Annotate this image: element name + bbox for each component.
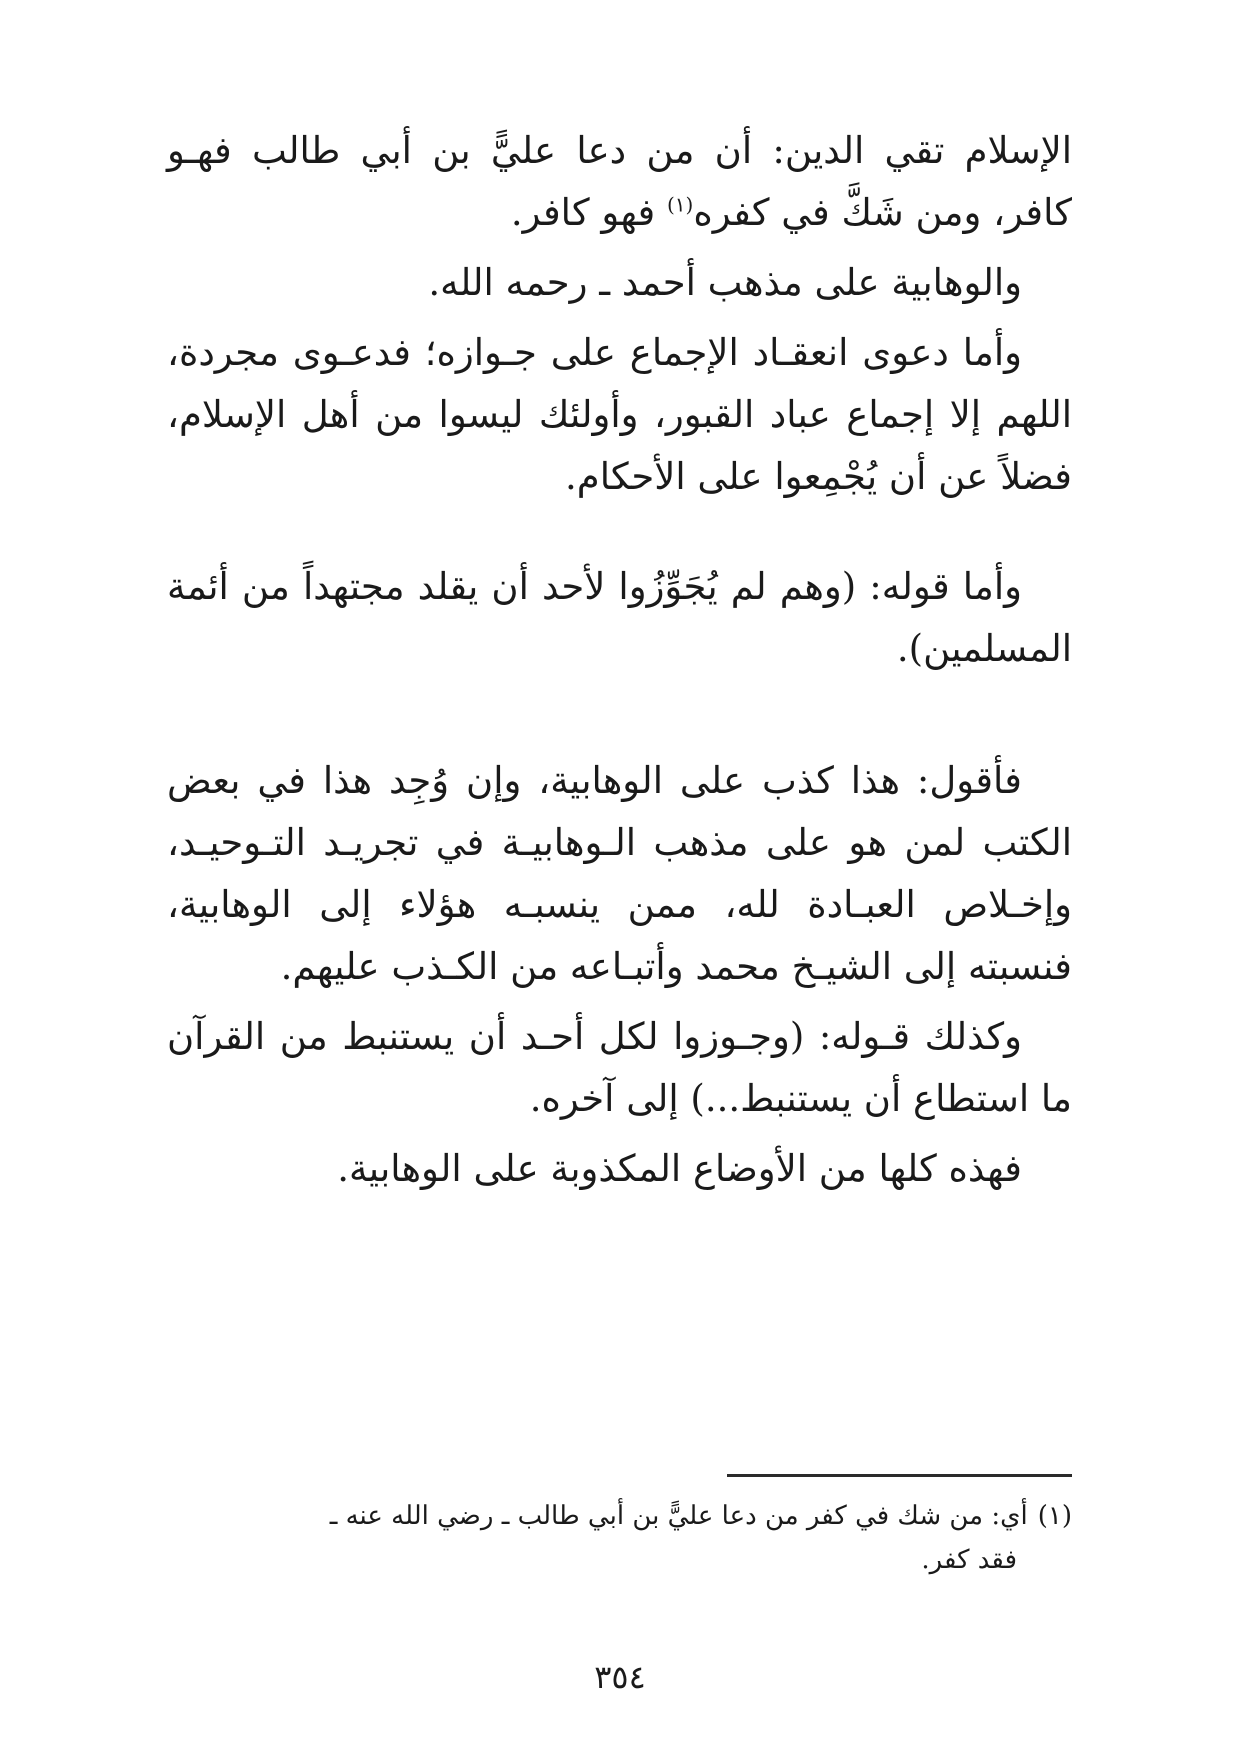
paragraph-quote-taqlid: وأما قوله: (وهم لم يُجَوِّزُوا لأحد أن يقلد مجتهداً من أئمة المسلمين). [167,565,1072,670]
footnote-marker[interactable]: (١) [666,192,694,217]
footnote [167,1494,1072,1582]
paragraph-quote-istinbat: وكذلك قـوله: (وجـوزوا لكل أحـد أن يستنبط من القرآن ما استطاع أن يستنبط...) إلى آخره. [167,1015,1072,1120]
footnote-text-line1: أي: من شك في كفر من دعا عليًّ بن أبي طالب ـ رضي الله عنه ـ [329,1501,1028,1531]
footnote-text-line2: فقد كفر. [921,1545,1017,1575]
paragraph-conclusion: فهذه كلها من الأوضاع المكذوبة على الوهابية. [337,1147,1022,1190]
footnote-separator [727,1474,1072,1477]
footnote-number: (١) [1037,1501,1072,1531]
paragraph-text: الإسلام تقي الدين: أن من دعا عليًّ بن أبي طالب فهـو كافر، ومن شَكَّ في كفره [167,129,1072,234]
page-number: ٣٥٤ [594,1658,646,1696]
paragraph-wahhabiyya-madhhab: والوهابية على مذهب أحمد ـ رحمه الله. [428,261,1022,304]
paragraph-ijma-claim: وأما دعوى انعقـاد الإجماع على جـوازه؛ فدعـوى مجردة، اللهم إلا إجماع عباد القبور، وأولئك ليسوا من أهل الإسلام، فضلاً عن أن يُجْمِعوا على الأحكام. [167,331,1072,498]
paragraph-response: فأقول: هذا كذب على الوهابية، وإن وُجِد هذا في بعض الكتب لمن هو على مذهب الـوهابيـة في تجريـد التـوحيـد، وإخـلاص العبـادة لله، ممن ينسبـه هؤلاء إلى الوهابية، فنسبته إلى الشيـخ محمد وأتبـاعه من الكـذب عليهم. [167,759,1072,988]
paragraph-continuation [167,120,1072,244]
paragraph-text: فهو كافر. [510,191,667,234]
main-text [167,120,1072,1208]
